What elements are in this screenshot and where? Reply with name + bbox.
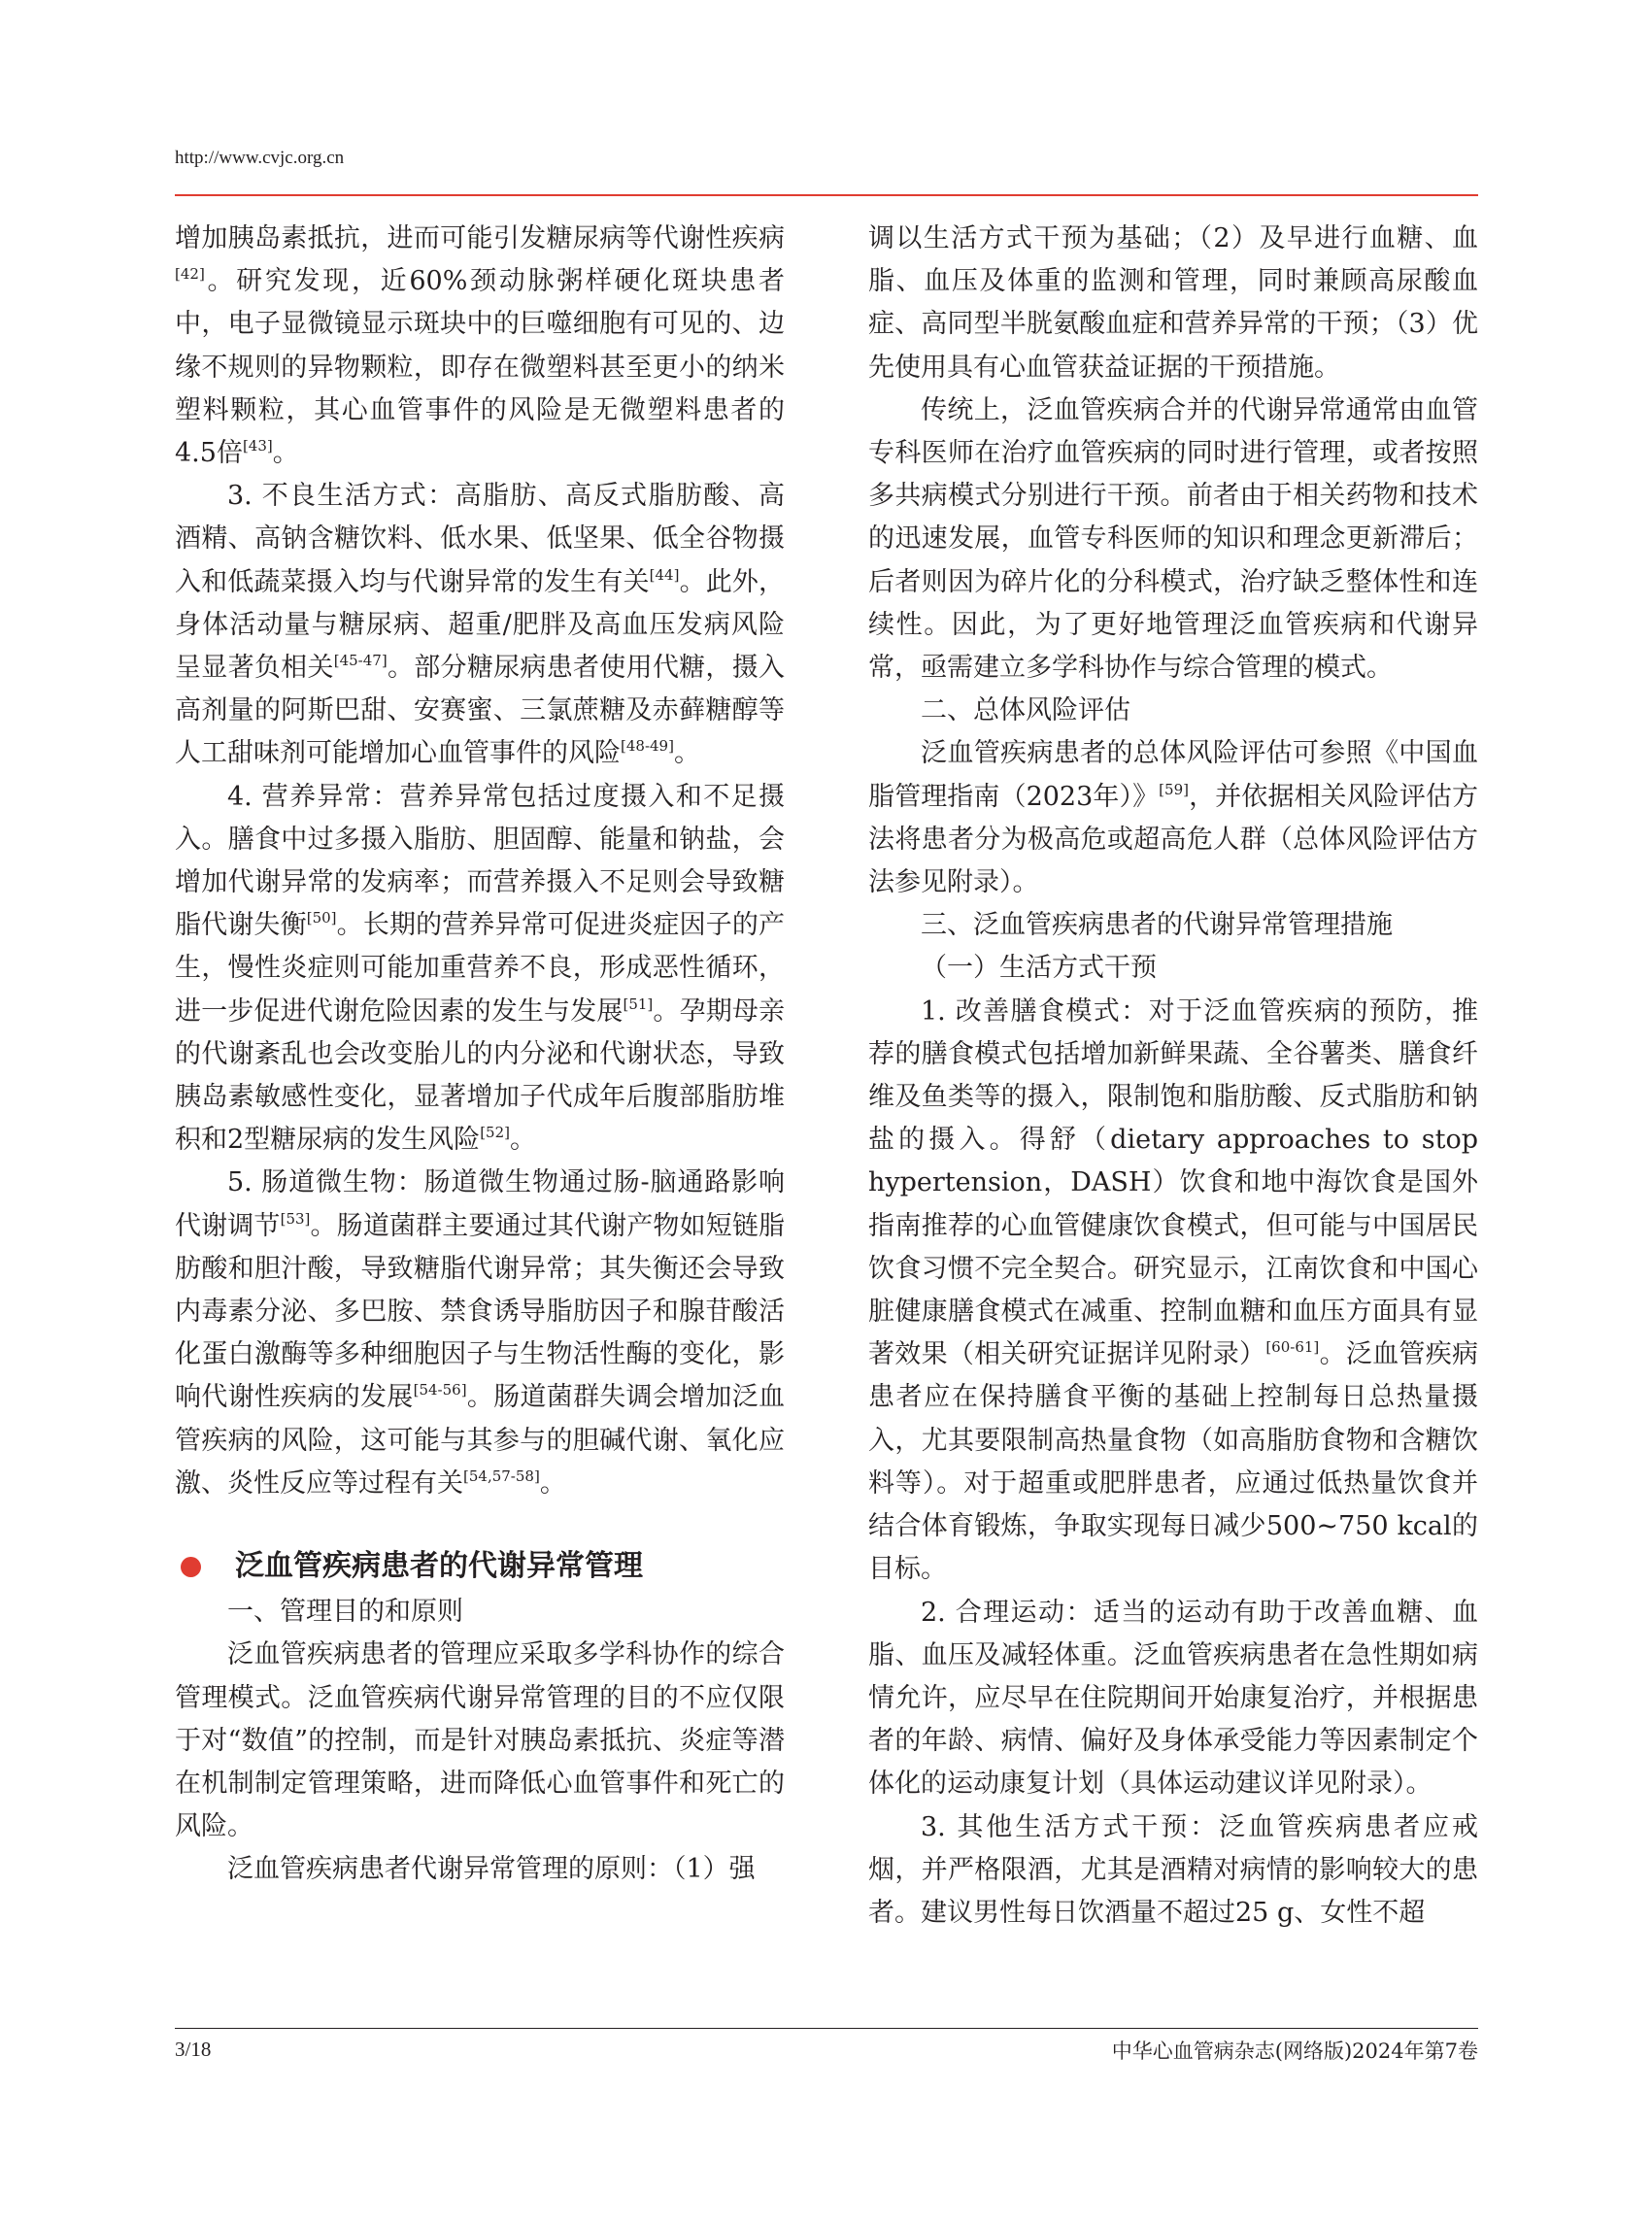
- subheading: 二、总体风险评估: [921, 695, 1130, 726]
- right-column: [868, 218, 1478, 1935]
- citation: [60-61]: [1265, 1338, 1320, 1357]
- citation: [43]: [242, 437, 273, 455]
- citation: [59]: [1159, 780, 1189, 798]
- citation: [53]: [280, 1209, 311, 1228]
- text-span: 。: [272, 438, 299, 469]
- paragraph: [175, 218, 785, 475]
- footer-rule: [175, 2028, 1478, 2029]
- left-column: [175, 218, 785, 1892]
- subheading: （一）生活方式干预: [921, 953, 1157, 984]
- paragraph: 调以生活方式干预为基础；（2）及早进行血糖、血脂、血压及体重的监测和管理，同时兼顾高尿酸血症、高同型半胱氨酸血症和营养异常的干预；（3）优先使用具有心血管获益证据的干预措施。: [868, 223, 1478, 383]
- paragraph: [175, 776, 785, 1163]
- text-span: 。: [539, 1467, 566, 1499]
- text-span: 3. 不良生活方式：高脂肪、高反式脂肪酸、高酒精、高钠含糖饮料、低水果、低坚果、低全谷物摄入和低蔬菜摄入均与代谢异常的发生有关: [175, 481, 785, 597]
- citation: [42]: [175, 265, 205, 284]
- text-span: 。: [509, 1125, 536, 1156]
- subheading: 一、管理目的和原则: [227, 1597, 463, 1628]
- citation: [45-47]: [333, 652, 388, 670]
- text-span: ，并依据相关风险评估方法将患者分为极高危或超高危人群（总体风险评估方法参见附录）。: [868, 781, 1479, 898]
- paragraph: [868, 732, 1478, 904]
- citation: [51]: [623, 995, 654, 1013]
- section-heading: [175, 1544, 785, 1589]
- text-span: 。长期的营养异常可促进炎症因子的产生，慢性炎症则可能加重营养不良，形成恶性循环，进一步促进代谢危险因素的发生与发展: [175, 910, 786, 1027]
- section-heading-text: 泛血管疾病患者的代谢异常管理: [235, 1549, 643, 1584]
- text-span: 。孕期母亲的代谢紊乱也会改变胎儿的内分泌和代谢状态，导致胰岛素敏感性变化，显著增加子代成年后腹部脂肪堆积和2型糖尿病的发生风险: [175, 995, 786, 1156]
- text-span: 5. 肠道微生物：肠道微生物通过肠-脑通路影响代谢调节: [175, 1167, 785, 1241]
- text-span: 4. 营养异常：营养异常包括过度摄入和不足摄入。膳食中过多摄入脂肪、胆固醇、能量和钠盐，会增加代谢异常的发病率；而营养摄入不足则会导致糖脂代谢失衡: [175, 781, 785, 941]
- citation: [54-56]: [413, 1381, 467, 1399]
- text-span: 。: [673, 738, 700, 769]
- text-span: 。部分糖尿病患者使用代糖，摄入高剂量的阿斯巴甜、安赛蜜、三氯蔗糖及赤藓糖醇等人工甜味剂可能增加心血管事件的风险: [175, 653, 786, 769]
- subheading: 三、泛血管疾病患者的代谢异常管理措施: [921, 910, 1393, 941]
- bullet-dot-icon: [181, 1557, 201, 1577]
- text-span: 。泛血管疾病患者应在保持膳食平衡的基础上控制每日总热量摄入，尤其要限制高热量食物（如高脂肪食物和含糖饮料等）。对于超重或肥胖患者，应通过低热量饮食并结合体育锻炼，争取实现每日减少500~750 kcal的目标。: [868, 1339, 1479, 1585]
- journal-name: 中华心血管病杂志(网络版)2024年第7卷: [1111, 2040, 1478, 2063]
- paragraph: 泛血管疾病患者的管理应采取多学科协作的综合管理模式。泛血管疾病代谢异常管理的目的不应仅限于对“数值”的控制，而是针对胰岛素抵抗、炎症等潜在机制制定管理策略，进而降低心血管事件和死亡的风险。: [175, 1639, 785, 1842]
- page-number: 3/18: [175, 2038, 212, 2061]
- text-span: 。肠道菌群主要通过其代谢产物如短链脂肪酸和胆汁酸，导致糖脂代谢异常；其失衡还会导致内毒素分泌、多巴胺、禁食诱导脂肪因子和腺苷酸活化蛋白激酶等多种细胞因子与生物活性酶的变化，影响代谢性疾病的发展: [175, 1210, 786, 1413]
- text-span: 。此外，身体活动量与糖尿病、超重/肥胖及高血压发病风险呈显著负相关: [175, 566, 786, 684]
- header-url: http://www.cvjc.org.cn: [175, 148, 345, 168]
- paragraph: [175, 475, 785, 775]
- paragraph: [868, 991, 1478, 1592]
- paragraph: 泛血管疾病患者代谢异常管理的原则：（1）强: [227, 1854, 756, 1885]
- paragraph: 2. 合理运动：适当的运动有助于改善血糖、血脂、血压及减轻体重。泛血管疾病患者在急性期如病情允许，应尽早在住院期间开始康复治疗，并根据患者的年龄、病情、偏好及身体承受能力等因素制定个体化的运动康复计划（具体运动建议详见附录）。: [868, 1597, 1478, 1800]
- citation: [50]: [306, 909, 337, 927]
- text-span: 。研究发现，近60%颈动脉粥样硬化斑块患者中，电子显微镜显示斑块中的巨噬细胞有可见的、边缘不规则的异物颗粒，即存在微塑料甚至更小的纳米塑料颗粒，其心血管事件的风险是无微塑料患者的4.5倍: [175, 266, 785, 469]
- paragraph: 3. 其他生活方式干预：泛血管疾病患者应戒烟，并严格限酒，尤其是酒精对病情的影响较大的患者。建议男性每日饮酒量不超过25 g、女性不超: [868, 1811, 1478, 1928]
- text-span: 增加胰岛素抵抗，进而可能引发糖尿病等代谢性疾病: [175, 223, 785, 253]
- citation: [48-49]: [621, 737, 674, 756]
- paragraph: [175, 1162, 785, 1505]
- header-rule: [175, 194, 1478, 196]
- citation: [44]: [649, 565, 680, 584]
- citation: [54,57-58]: [463, 1466, 540, 1485]
- text-span: 1. 改善膳食模式：对于泛血管疾病的预防，推荐的膳食模式包括增加新鲜果蔬、全谷薯类、膳食纤维及鱼类等的摄入，限制饱和脂肪酸、反式脂肪和钠盐的摄入。得舒（dietary approaches to stop hypertension，DASH）饮食和地中海饮食是国外指南推荐的心血管健康饮食模式，但可能与中国居民饮食习惯不完全契合。研究显示，江南饮食和中国心脏健康膳食模式在减重、控制血糖和血压方面具有显著效果（相关研究证据详见附录）: [868, 995, 1478, 1370]
- citation: [52]: [480, 1124, 510, 1142]
- text-span: 泛血管疾病患者的总体风险评估可参照《中国血脂管理指南（2023年）》: [868, 738, 1478, 812]
- paragraph: 传统上，泛血管疾病合并的代谢异常通常由血管专科医师在治疗血管疾病的同时进行管理，或者按照多共病模式分别进行干预。前者由于相关药物和技术的迅速发展，血管专科医师的知识和理念更新滞后；后者则因为碎片化的分科模式，治疗缺乏整体性和连续性。因此，为了更好地管理泛血管疾病和代谢异常，亟需建立多学科协作与综合管理的模式。: [868, 394, 1478, 684]
- text-span: 。肠道菌群失调会增加泛血管疾病的风险，这可能与其参与的胆碱代谢、氧化应激、炎性反应等过程有关: [175, 1382, 786, 1499]
